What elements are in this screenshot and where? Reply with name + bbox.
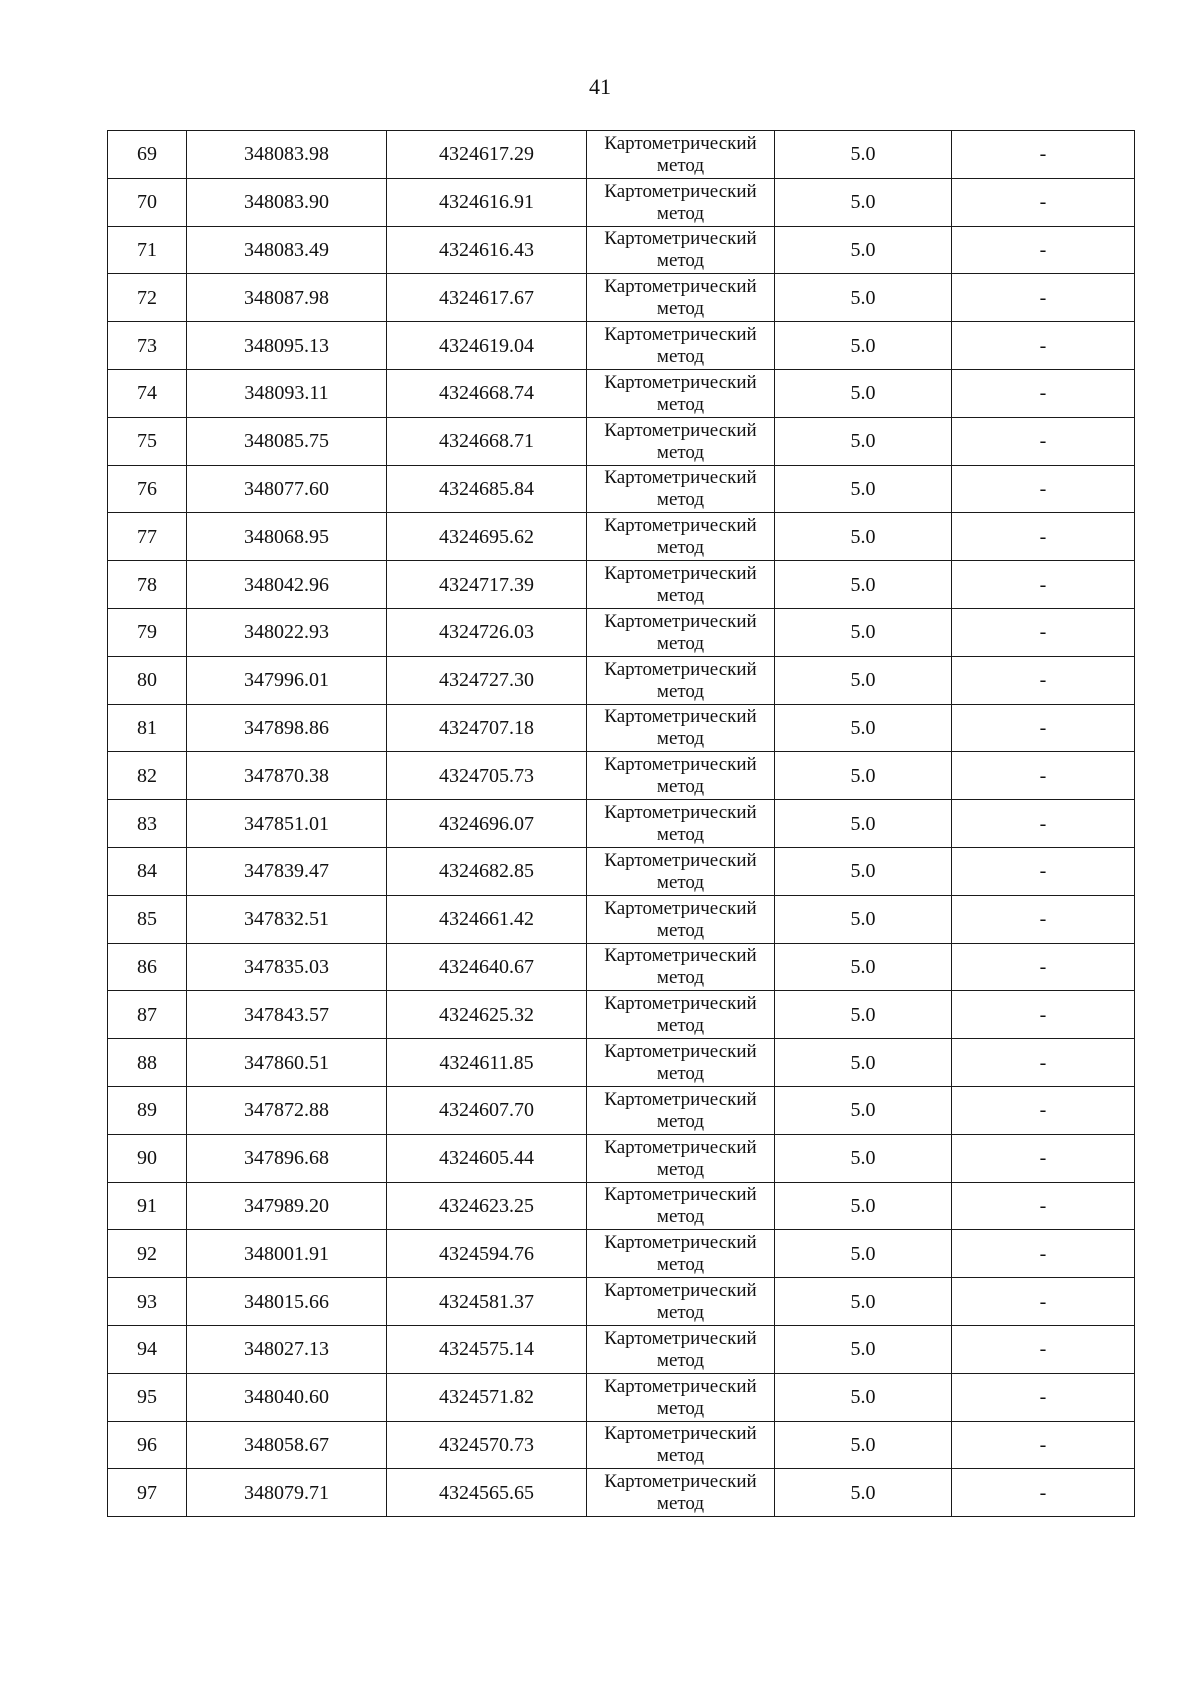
point-number-cell: 75 [108, 417, 187, 465]
y-coordinate-cell: 4324605.44 [387, 1134, 587, 1182]
accuracy-cell: 5.0 [775, 369, 952, 417]
table-row [108, 1230, 1135, 1278]
note-cell: - [952, 1421, 1135, 1469]
y-coordinate-cell: 4324594.76 [387, 1230, 587, 1278]
method-cell [587, 1086, 775, 1134]
method-cell [587, 895, 775, 943]
method-cell [587, 847, 775, 895]
method-cell [587, 274, 775, 322]
accuracy-cell: 5.0 [775, 226, 952, 274]
table-row [108, 131, 1135, 179]
y-coordinate-cell: 4324616.43 [387, 226, 587, 274]
method-cell [587, 1421, 775, 1469]
x-coordinate-cell: 348093.11 [187, 369, 387, 417]
method-line-1: Картометрический [604, 132, 757, 154]
table-row [108, 369, 1135, 417]
accuracy-cell: 5.0 [775, 991, 952, 1039]
point-number-cell: 85 [108, 895, 187, 943]
y-coordinate-cell: 4324668.71 [387, 417, 587, 465]
x-coordinate-cell: 347835.03 [187, 943, 387, 991]
accuracy-cell: 5.0 [775, 1278, 952, 1326]
point-number-cell: 96 [108, 1421, 187, 1469]
point-number-cell: 78 [108, 561, 187, 609]
method-line-2: метод [656, 632, 705, 654]
note-cell: - [952, 1039, 1135, 1087]
method-line-2: метод [656, 1493, 705, 1515]
note-cell: - [952, 1134, 1135, 1182]
table-row [108, 417, 1135, 465]
table-row [108, 178, 1135, 226]
method-line-2: метод [656, 728, 705, 750]
method-line-1: Картометрический [604, 802, 757, 824]
x-coordinate-cell: 347843.57 [187, 991, 387, 1039]
point-number-cell: 94 [108, 1325, 187, 1373]
point-number-cell: 72 [108, 274, 187, 322]
y-coordinate-cell: 4324617.29 [387, 131, 587, 179]
y-coordinate-cell: 4324707.18 [387, 704, 587, 752]
method-cell [587, 752, 775, 800]
y-coordinate-cell: 4324575.14 [387, 1325, 587, 1373]
point-number-cell: 95 [108, 1373, 187, 1421]
note-cell: - [952, 608, 1135, 656]
method-line-1: Картометрический [604, 897, 757, 919]
point-number-cell: 70 [108, 178, 187, 226]
y-coordinate-cell: 4324705.73 [387, 752, 587, 800]
method-line-1: Картометрический [604, 1136, 757, 1158]
y-coordinate-cell: 4324682.85 [387, 847, 587, 895]
x-coordinate-cell: 347851.01 [187, 800, 387, 848]
note-cell: - [952, 274, 1135, 322]
method-line-1: Картометрический [604, 610, 757, 632]
method-line-1: Картометрический [604, 993, 757, 1015]
method-line-1: Картометрический [604, 849, 757, 871]
method-line-2: метод [656, 1015, 705, 1037]
x-coordinate-cell: 348015.66 [187, 1278, 387, 1326]
method-line-1: Картометрический [604, 754, 757, 776]
method-line-2: метод [656, 154, 705, 176]
x-coordinate-cell: 347839.47 [187, 847, 387, 895]
point-number-cell: 79 [108, 608, 187, 656]
accuracy-cell: 5.0 [775, 465, 952, 513]
method-cell [587, 704, 775, 752]
note-cell: - [952, 226, 1135, 274]
table-row [108, 1086, 1135, 1134]
y-coordinate-cell: 4324619.04 [387, 322, 587, 370]
note-cell: - [952, 513, 1135, 561]
method-line-2: метод [656, 1063, 705, 1085]
note-cell: - [952, 704, 1135, 752]
table-row [108, 322, 1135, 370]
accuracy-cell: 5.0 [775, 178, 952, 226]
accuracy-cell: 5.0 [775, 322, 952, 370]
accuracy-cell: 5.0 [775, 1039, 952, 1087]
method-line-2: метод [656, 680, 705, 702]
y-coordinate-cell: 4324565.65 [387, 1469, 587, 1517]
method-line-1: Картометрический [604, 371, 757, 393]
point-number-cell: 86 [108, 943, 187, 991]
method-line-2: метод [656, 1254, 705, 1276]
method-cell [587, 465, 775, 513]
point-number-cell: 73 [108, 322, 187, 370]
x-coordinate-cell: 348027.13 [187, 1325, 387, 1373]
y-coordinate-cell: 4324668.74 [387, 369, 587, 417]
method-line-1: Картометрический [604, 1423, 757, 1445]
x-coordinate-cell: 347996.01 [187, 656, 387, 704]
method-line-2: метод [656, 1349, 705, 1371]
y-coordinate-cell: 4324611.85 [387, 1039, 587, 1087]
x-coordinate-cell: 348001.91 [187, 1230, 387, 1278]
y-coordinate-cell: 4324625.32 [387, 991, 587, 1039]
method-cell [587, 226, 775, 274]
x-coordinate-cell: 347832.51 [187, 895, 387, 943]
method-cell [587, 1373, 775, 1421]
method-line-1: Картометрический [604, 1327, 757, 1349]
table-row [108, 1325, 1135, 1373]
method-line-1: Картометрический [604, 228, 757, 250]
coordinates-table [107, 130, 1135, 1517]
accuracy-cell: 5.0 [775, 847, 952, 895]
table-row [108, 656, 1135, 704]
method-line-1: Картометрический [604, 1184, 757, 1206]
accuracy-cell: 5.0 [775, 656, 952, 704]
note-cell: - [952, 465, 1135, 513]
method-line-1: Картометрический [604, 1088, 757, 1110]
point-number-cell: 84 [108, 847, 187, 895]
accuracy-cell: 5.0 [775, 800, 952, 848]
x-coordinate-cell: 348042.96 [187, 561, 387, 609]
accuracy-cell: 5.0 [775, 1373, 952, 1421]
method-line-2: метод [656, 776, 705, 798]
note-cell: - [952, 1373, 1135, 1421]
method-line-2: метод [656, 1302, 705, 1324]
point-number-cell: 89 [108, 1086, 187, 1134]
method-cell [587, 1278, 775, 1326]
method-cell [587, 1230, 775, 1278]
x-coordinate-cell: 348083.98 [187, 131, 387, 179]
table-row [108, 943, 1135, 991]
method-cell [587, 178, 775, 226]
method-cell [587, 1469, 775, 1517]
accuracy-cell: 5.0 [775, 1134, 952, 1182]
method-line-2: метод [656, 346, 705, 368]
y-coordinate-cell: 4324617.67 [387, 274, 587, 322]
table-row [108, 1134, 1135, 1182]
method-line-2: метод [656, 967, 705, 989]
method-line-2: метод [656, 250, 705, 272]
y-coordinate-cell: 4324696.07 [387, 800, 587, 848]
accuracy-cell: 5.0 [775, 1230, 952, 1278]
accuracy-cell: 5.0 [775, 1086, 952, 1134]
method-cell [587, 131, 775, 179]
accuracy-cell: 5.0 [775, 131, 952, 179]
table-row [108, 1039, 1135, 1087]
method-line-2: метод [656, 1110, 705, 1132]
x-coordinate-cell: 348083.49 [187, 226, 387, 274]
method-line-1: Картометрический [604, 658, 757, 680]
method-line-2: метод [656, 489, 705, 511]
page-number: 41 [589, 74, 611, 99]
y-coordinate-cell: 4324726.03 [387, 608, 587, 656]
method-cell [587, 1134, 775, 1182]
note-cell: - [952, 178, 1135, 226]
accuracy-cell: 5.0 [775, 417, 952, 465]
y-coordinate-cell: 4324685.84 [387, 465, 587, 513]
method-cell [587, 561, 775, 609]
note-cell: - [952, 800, 1135, 848]
point-number-cell: 87 [108, 991, 187, 1039]
accuracy-cell: 5.0 [775, 274, 952, 322]
point-number-cell: 80 [108, 656, 187, 704]
y-coordinate-cell: 4324616.91 [387, 178, 587, 226]
x-coordinate-cell: 348077.60 [187, 465, 387, 513]
method-line-2: метод [656, 919, 705, 941]
table-row [108, 274, 1135, 322]
method-line-1: Картометрический [604, 276, 757, 298]
method-cell [587, 656, 775, 704]
point-number-cell: 97 [108, 1469, 187, 1517]
table-row [108, 704, 1135, 752]
table-row [108, 608, 1135, 656]
x-coordinate-cell: 347989.20 [187, 1182, 387, 1230]
method-line-2: метод [656, 441, 705, 463]
accuracy-cell: 5.0 [775, 895, 952, 943]
method-line-1: Картометрический [604, 324, 757, 346]
accuracy-cell: 5.0 [775, 608, 952, 656]
y-coordinate-cell: 4324640.67 [387, 943, 587, 991]
table-row [108, 513, 1135, 561]
method-line-2: метод [656, 1206, 705, 1228]
method-line-2: метод [656, 1397, 705, 1419]
x-coordinate-cell: 348087.98 [187, 274, 387, 322]
method-cell [587, 322, 775, 370]
note-cell: - [952, 991, 1135, 1039]
y-coordinate-cell: 4324695.62 [387, 513, 587, 561]
point-number-cell: 92 [108, 1230, 187, 1278]
accuracy-cell: 5.0 [775, 752, 952, 800]
y-coordinate-cell: 4324623.25 [387, 1182, 587, 1230]
method-line-2: метод [656, 537, 705, 559]
y-coordinate-cell: 4324581.37 [387, 1278, 587, 1326]
table-row [108, 465, 1135, 513]
note-cell: - [952, 131, 1135, 179]
method-line-2: метод [656, 393, 705, 415]
method-cell [587, 1039, 775, 1087]
method-cell [587, 991, 775, 1039]
method-line-1: Картометрический [604, 467, 757, 489]
accuracy-cell: 5.0 [775, 1325, 952, 1373]
method-line-1: Картометрический [604, 1232, 757, 1254]
accuracy-cell: 5.0 [775, 1421, 952, 1469]
method-line-1: Картометрический [604, 706, 757, 728]
method-line-2: метод [656, 298, 705, 320]
table-row [108, 847, 1135, 895]
table-row [108, 561, 1135, 609]
point-number-cell: 77 [108, 513, 187, 561]
table-row [108, 752, 1135, 800]
point-number-cell: 90 [108, 1134, 187, 1182]
method-line-1: Картометрический [604, 945, 757, 967]
method-line-1: Картометрический [604, 563, 757, 585]
note-cell: - [952, 1469, 1135, 1517]
table-row [108, 1373, 1135, 1421]
accuracy-cell: 5.0 [775, 943, 952, 991]
note-cell: - [952, 895, 1135, 943]
y-coordinate-cell: 4324607.70 [387, 1086, 587, 1134]
note-cell: - [952, 322, 1135, 370]
method-line-1: Картометрический [604, 1471, 757, 1493]
point-number-cell: 81 [108, 704, 187, 752]
table-row [108, 1469, 1135, 1517]
point-number-cell: 83 [108, 800, 187, 848]
note-cell: - [952, 369, 1135, 417]
point-number-cell: 76 [108, 465, 187, 513]
accuracy-cell: 5.0 [775, 1469, 952, 1517]
y-coordinate-cell: 4324727.30 [387, 656, 587, 704]
method-line-1: Картометрический [604, 1041, 757, 1063]
table-row [108, 1182, 1135, 1230]
table-row [108, 1278, 1135, 1326]
method-line-1: Картометрический [604, 1280, 757, 1302]
method-line-2: метод [656, 585, 705, 607]
method-line-2: метод [656, 1158, 705, 1180]
x-coordinate-cell: 347896.68 [187, 1134, 387, 1182]
x-coordinate-cell: 347860.51 [187, 1039, 387, 1087]
x-coordinate-cell: 348068.95 [187, 513, 387, 561]
method-cell [587, 1182, 775, 1230]
x-coordinate-cell: 348095.13 [187, 322, 387, 370]
method-line-1: Картометрический [604, 419, 757, 441]
point-number-cell: 82 [108, 752, 187, 800]
point-number-cell: 74 [108, 369, 187, 417]
x-coordinate-cell: 347872.88 [187, 1086, 387, 1134]
method-line-1: Картометрический [604, 1375, 757, 1397]
note-cell: - [952, 561, 1135, 609]
x-coordinate-cell: 348022.93 [187, 608, 387, 656]
method-cell [587, 417, 775, 465]
table-row [108, 226, 1135, 274]
x-coordinate-cell: 347898.86 [187, 704, 387, 752]
note-cell: - [952, 1278, 1135, 1326]
method-line-1: Картометрический [604, 180, 757, 202]
method-cell [587, 513, 775, 561]
method-line-2: метод [656, 1445, 705, 1467]
table-row [108, 895, 1135, 943]
accuracy-cell: 5.0 [775, 561, 952, 609]
accuracy-cell: 5.0 [775, 704, 952, 752]
method-line-1: Картометрический [604, 515, 757, 537]
note-cell: - [952, 1230, 1135, 1278]
table-row [108, 1421, 1135, 1469]
table-row [108, 991, 1135, 1039]
point-number-cell: 91 [108, 1182, 187, 1230]
x-coordinate-cell: 348085.75 [187, 417, 387, 465]
note-cell: - [952, 1325, 1135, 1373]
table-row [108, 800, 1135, 848]
method-line-2: метод [656, 202, 705, 224]
note-cell: - [952, 752, 1135, 800]
note-cell: - [952, 943, 1135, 991]
accuracy-cell: 5.0 [775, 513, 952, 561]
note-cell: - [952, 847, 1135, 895]
point-number-cell: 71 [108, 226, 187, 274]
method-line-2: метод [656, 871, 705, 893]
coordinates-table-body [108, 131, 1135, 1517]
note-cell: - [952, 1182, 1135, 1230]
method-cell [587, 369, 775, 417]
y-coordinate-cell: 4324717.39 [387, 561, 587, 609]
x-coordinate-cell: 348040.60 [187, 1373, 387, 1421]
y-coordinate-cell: 4324570.73 [387, 1421, 587, 1469]
x-coordinate-cell: 347870.38 [187, 752, 387, 800]
y-coordinate-cell: 4324571.82 [387, 1373, 587, 1421]
method-line-2: метод [656, 824, 705, 846]
method-cell [587, 608, 775, 656]
point-number-cell: 93 [108, 1278, 187, 1326]
method-cell [587, 1325, 775, 1373]
method-cell [587, 800, 775, 848]
note-cell: - [952, 417, 1135, 465]
point-number-cell: 69 [108, 131, 187, 179]
method-cell [587, 943, 775, 991]
y-coordinate-cell: 4324661.42 [387, 895, 587, 943]
x-coordinate-cell: 348058.67 [187, 1421, 387, 1469]
note-cell: - [952, 1086, 1135, 1134]
x-coordinate-cell: 348083.90 [187, 178, 387, 226]
x-coordinate-cell: 348079.71 [187, 1469, 387, 1517]
accuracy-cell: 5.0 [775, 1182, 952, 1230]
note-cell: - [952, 656, 1135, 704]
point-number-cell: 88 [108, 1039, 187, 1087]
